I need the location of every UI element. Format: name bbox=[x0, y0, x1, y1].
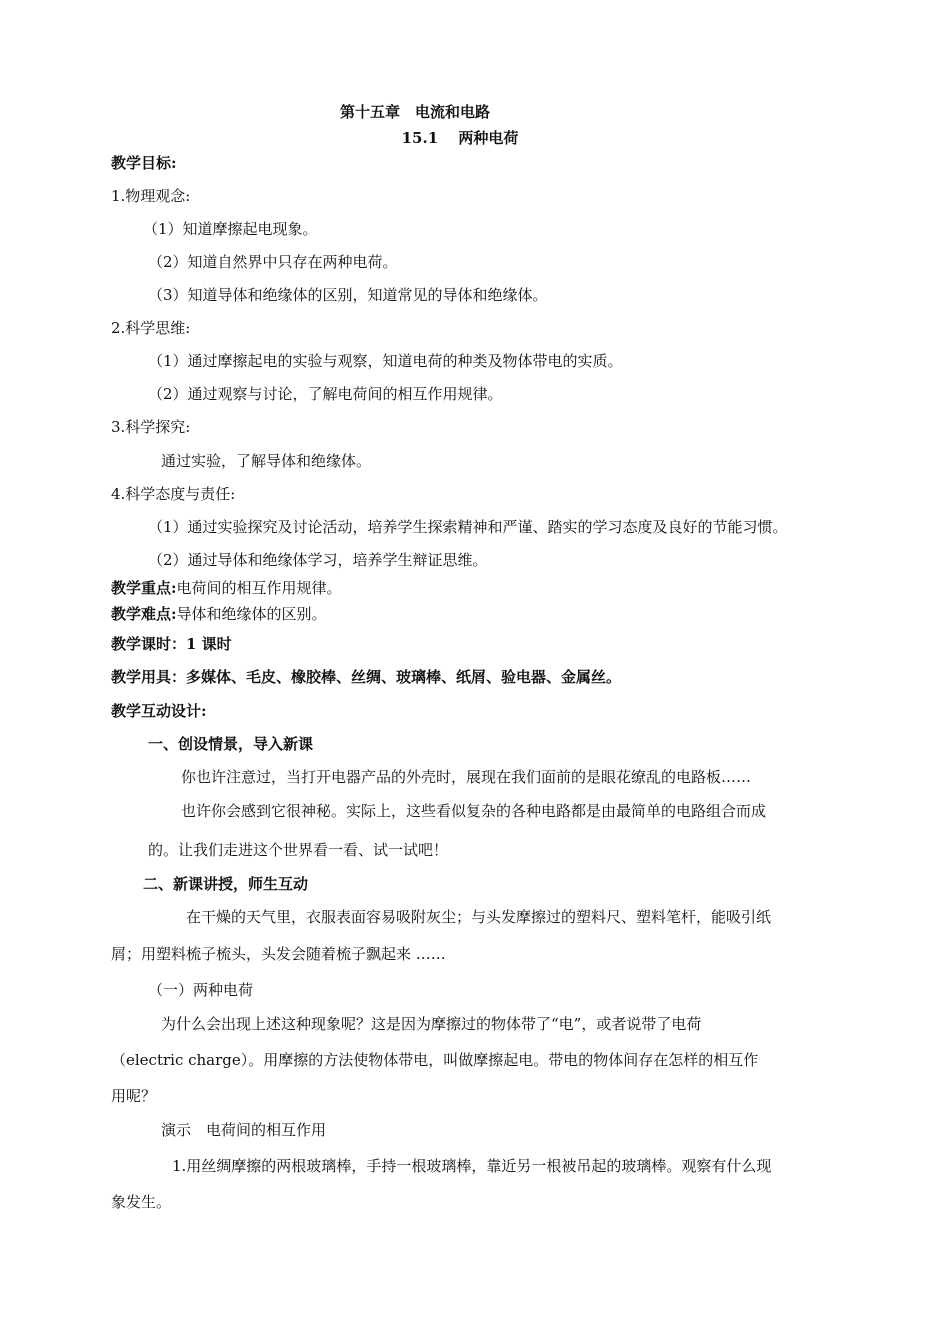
paragraph-line: 也许你会感到它很神秘。实际上，这些看似复杂的各种电路都是由最简单的电路组合而成 bbox=[181, 802, 767, 820]
difficulty bbox=[111, 604, 327, 624]
objective-point: （3）知道导体和绝缘体的区别，知道常见的导体和绝缘体。 bbox=[148, 286, 548, 304]
objective-point: （2）通过导体和绝缘体学习，培养学生辩证思维。 bbox=[148, 551, 488, 569]
key-point-text: 电荷间的相互作用规律。 bbox=[176, 579, 342, 597]
paragraph-line: 你也许注意过，当打开电器产品的外壳时，展现在我们面前的是眼花缭乱的电路板…… bbox=[181, 768, 752, 786]
difficulty-text: 导体和绝缘体的区别。 bbox=[176, 605, 327, 623]
objective-title: 1.物理观念: bbox=[111, 187, 191, 205]
class-hours: 教学课时：1 课时 bbox=[111, 635, 232, 653]
paragraph-line: 屑；用塑料梳子梳头，头发会随着梳子飘起来 …… bbox=[111, 945, 446, 963]
objectives-heading: 教学目标: bbox=[111, 154, 177, 172]
key-point-label: 教学重点: bbox=[111, 579, 177, 597]
teaching-tools: 教学用具：多媒体、毛皮、橡胶棒、丝绸、玻璃棒、纸屑、验电器、金属丝。 bbox=[111, 668, 622, 686]
paragraph-line: 为什么会出现上述这种现象呢？这是因为摩擦过的物体带了“电”，或者说带了电荷 bbox=[161, 1015, 702, 1033]
paragraph-line: 的。让我们走进这个世界看一看、试一试吧！ bbox=[148, 841, 449, 859]
part2-title: 二、新课讲授，师生互动 bbox=[143, 875, 309, 893]
objective-point: （1）知道摩擦起电现象。 bbox=[143, 220, 318, 238]
demo-title: 演示 电荷间的相互作用 bbox=[161, 1121, 327, 1139]
paragraph-line: 1.用丝绸摩擦的两根玻璃棒，手持一根玻璃棒，靠近另一根被吊起的玻璃棒。观察有什么现 bbox=[172, 1157, 772, 1175]
design-heading: 教学互动设计: bbox=[111, 702, 207, 720]
paragraph-line: 象发生。 bbox=[111, 1193, 172, 1211]
subsection-title: （一）两种电荷 bbox=[148, 981, 254, 999]
objective-title: 3.科学探究: bbox=[111, 418, 191, 436]
chapter-title: 第十五章 电流和电路 bbox=[339, 103, 490, 121]
part1-title: 一、创设情景，导入新课 bbox=[148, 735, 314, 753]
section-title: 15.1 两种电荷 bbox=[401, 129, 519, 147]
paragraph-line: （electric charge）。用摩擦的方法使物体带电，叫做摩擦起电。带电的物体间存在怎样的相互作 bbox=[111, 1051, 759, 1069]
objective-point: （1）通过实验探究及讨论活动，培养学生探索精神和严谨、踏实的学习态度及良好的节能习惯。 bbox=[148, 518, 788, 536]
objective-point: （2）知道自然界中只存在两种电荷。 bbox=[148, 253, 398, 271]
objective-title: 4.科学态度与责任: bbox=[111, 485, 236, 503]
objective-point: （1）通过摩擦起电的实验与观察，知道电荷的种类及物体带电的实质。 bbox=[148, 352, 623, 370]
paragraph-line: 在干燥的天气里，衣服表面容易吸附灰尘；与头发摩擦过的塑料尺、塑料笔杆，能吸引纸 bbox=[186, 908, 772, 926]
key-point bbox=[111, 578, 342, 598]
objective-point: （2）通过观察与讨论，了解电荷间的相互作用规律。 bbox=[148, 385, 503, 403]
objective-point: 通过实验，了解导体和绝缘体。 bbox=[161, 452, 372, 470]
difficulty-label: 教学难点: bbox=[111, 605, 177, 623]
paragraph-line: 用呢？ bbox=[111, 1087, 157, 1105]
objective-title: 2.科学思维: bbox=[111, 319, 191, 337]
